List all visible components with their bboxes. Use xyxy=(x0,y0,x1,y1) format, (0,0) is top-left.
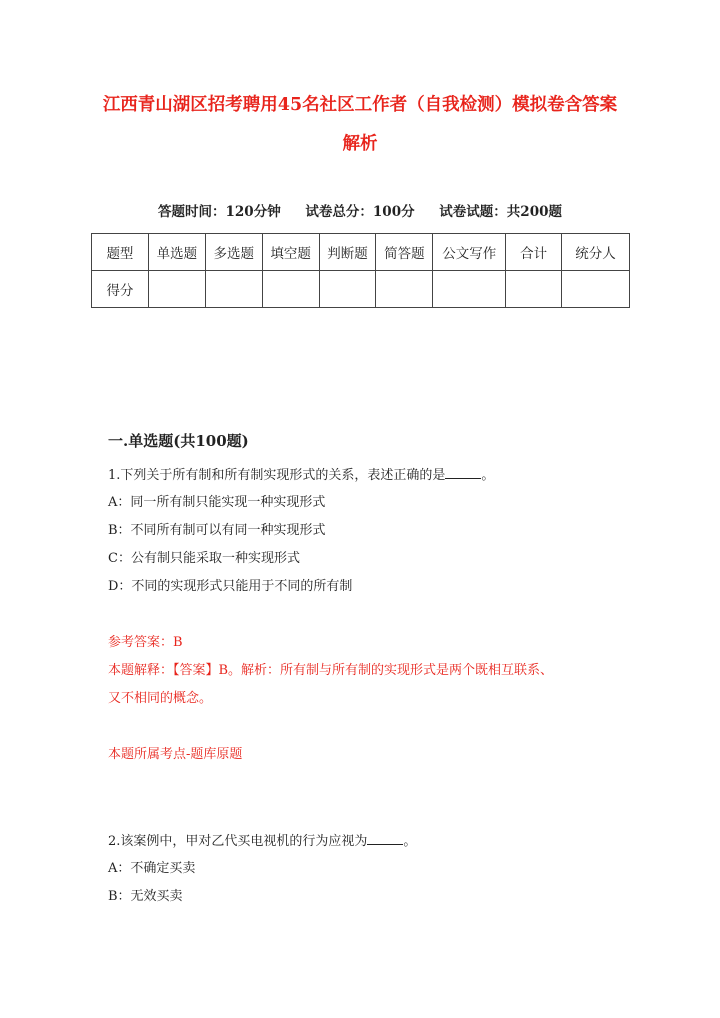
question-2-stem: 2.该案例中，甲对乙代买电视机的行为应视为 xyxy=(108,834,368,849)
question-source: 本题所属考点-题库原题 xyxy=(108,747,243,762)
question-1-stem: 1.下列关于所有制和所有制实现形式的关系，表述正确的是 xyxy=(108,468,446,483)
option-b: B：不同所有制可以有同一种实现形式 xyxy=(108,523,326,538)
header-cell: 合计 xyxy=(506,234,562,271)
question-1-stem-end: 。 xyxy=(481,468,495,483)
option-a: A：不确定买卖 xyxy=(108,861,196,876)
score-cell xyxy=(262,271,319,308)
section-title: 一.单选题(共100题) xyxy=(108,432,249,450)
option-a: A：同一所有制只能实现一种实现形式 xyxy=(108,495,326,510)
header-cell: 填空题 xyxy=(262,234,319,271)
answer-blank xyxy=(367,832,403,845)
option-d: D：不同的实现形式只能用于不同的所有制 xyxy=(108,579,353,594)
score-table-score-row xyxy=(92,271,630,308)
reference-answer: 参考答案：B xyxy=(108,635,183,650)
score-cell xyxy=(319,271,376,308)
question-2-stem-end: 。 xyxy=(403,834,417,849)
exam-time: 答题时间：120分钟 xyxy=(158,204,281,220)
score-table xyxy=(91,233,630,308)
score-cell xyxy=(376,271,433,308)
option-c: C：公有制只能采取一种实现形式 xyxy=(108,551,300,566)
score-row-label: 得分 xyxy=(92,271,149,308)
score-cell xyxy=(205,271,262,308)
score-table-header-row xyxy=(92,234,630,271)
explanation-line-1: 本题解释：【答案】B。解析：所有制与所有制的实现形式是两个既相互联系、 xyxy=(108,663,554,678)
question-stem xyxy=(108,832,416,851)
score-cell xyxy=(562,271,630,308)
score-cell xyxy=(433,271,506,308)
header-cell: 简答题 xyxy=(376,234,433,271)
header-cell: 判断题 xyxy=(319,234,376,271)
answer-blank xyxy=(445,466,481,479)
header-cell: 多选题 xyxy=(205,234,262,271)
header-cell: 公文写作 xyxy=(433,234,506,271)
header-cell: 统分人 xyxy=(562,234,630,271)
title-line-1: 江西青山湖区招考聘用45名社区工作者（自我检测）模拟卷含答案 xyxy=(102,95,618,115)
title-line-2: 解析 xyxy=(342,134,378,154)
explanation-line-2: 又不相同的概念。 xyxy=(108,691,213,706)
option-b: B：无效买卖 xyxy=(108,889,183,904)
question-stem xyxy=(108,466,494,485)
exam-meta xyxy=(0,200,720,220)
score-cell xyxy=(506,271,562,308)
header-cell: 题型 xyxy=(92,234,149,271)
header-cell: 单选题 xyxy=(148,234,205,271)
exam-question-count: 试卷试题：共200题 xyxy=(439,204,562,220)
exam-total-score: 试卷总分：100分 xyxy=(305,204,415,220)
score-cell xyxy=(148,271,205,308)
